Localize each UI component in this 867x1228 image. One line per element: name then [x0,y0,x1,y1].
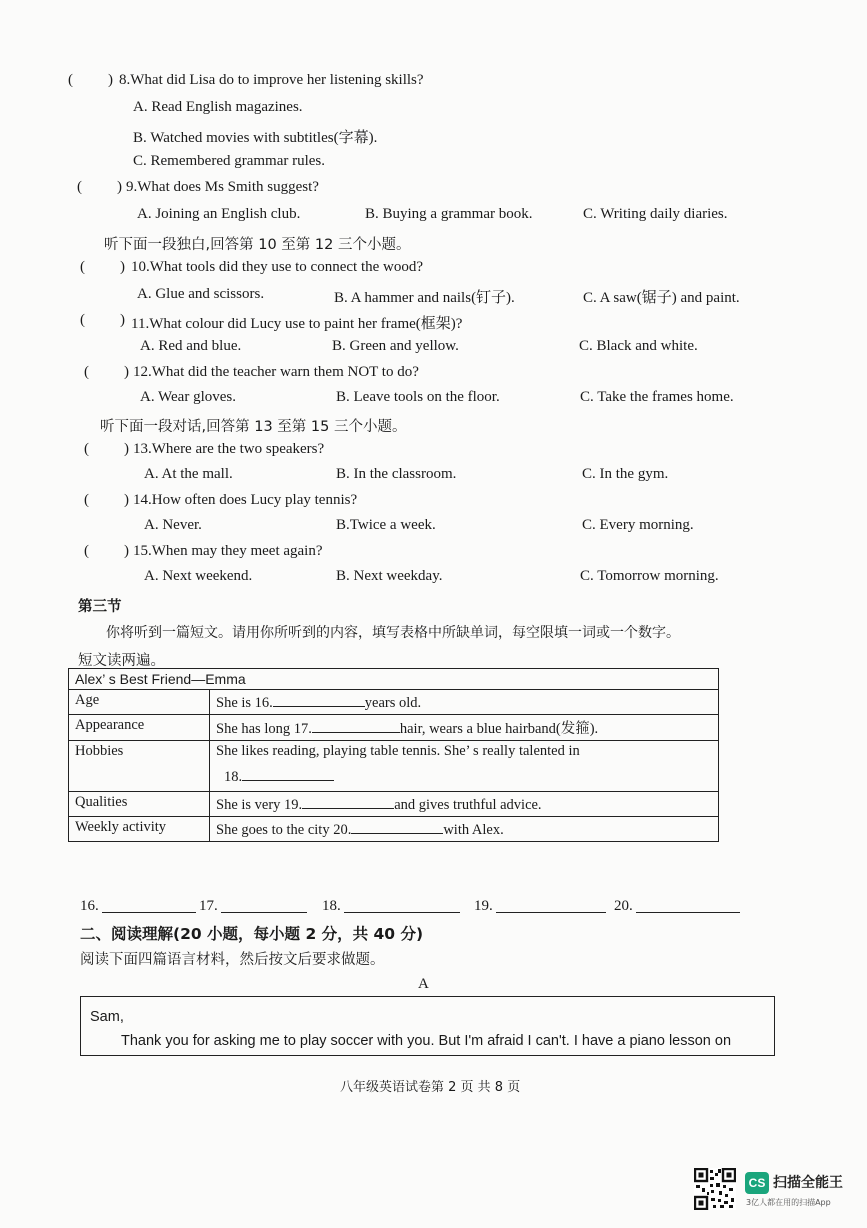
answer-paren-open: ( [80,312,85,328]
appearance-text-after: hair, wears a blue hairband(发箍). [399,721,599,737]
question-8: 8.What did Lisa do to improve her listening skills? [119,72,424,88]
answer-16-label: 16. [80,898,99,914]
answer-17-label: 17. [199,898,218,914]
row-label-appearance: Appearance [69,715,210,741]
q8-option-a: A. Read English magazines. [133,99,303,115]
fill-in-table [68,668,719,842]
q11-option-c: C. Black and white. [579,338,698,354]
answer-paren-close: ) [124,441,129,457]
table-title: Alex’ s Best Friend—Emma [69,669,719,690]
blank-17[interactable] [312,718,400,733]
answer-paren-close: ) [120,312,125,328]
q14-option-a: A. Never. [144,517,202,533]
table-row [69,715,719,741]
question-12: 12.What did the teacher warn them NOT to do? [133,364,419,380]
weekly-text: She goes to the city 20. [216,822,352,838]
answer-19-blank[interactable] [496,898,606,913]
answer-19-label: 19. [474,898,493,914]
q13-option-b: B. In the classroom. [336,466,457,482]
q8-option-c: C. Remembered grammar rules. [133,153,326,169]
q14-option-c: C. Every morning. [582,517,694,533]
q14-option-b: B.Twice a week. [336,517,436,533]
qualities-text: She is very 19. [216,797,303,813]
question-9: 9.What does Ms Smith suggest? [126,179,319,195]
section3-instruction-line2: 短文读两遍。 [78,653,165,669]
part2-title: 二、阅读理解(20 小题，每小题 2 分，共 40 分) [80,925,424,943]
section3-instruction: 你将听到一篇短文。请用你所听到的内容，填写表格中所缺单词，每空限填一词或一个数字。 [106,625,680,641]
answer-18-label: 18. [322,898,341,914]
question-15: 15.When may they meet again? [133,543,323,559]
answer-paren-close: ) [108,72,113,88]
q12-option-a: A. Wear gloves. [140,389,236,405]
dialogue-instruction: 听下面一段对话,回答第 13 至第 15 三个小题。 [100,419,407,435]
answer-paren-open: ( [77,179,82,195]
table-row [69,792,719,817]
passage-a-box [80,996,775,1056]
hobbies-text: She likes reading, playing table tennis. She’ s really talented in [216,743,580,759]
q11-option-b: B. Green and yellow. [332,338,459,354]
row-content-weekly-activity [210,817,719,842]
qualities-text-after: and gives truthful advice. [394,797,542,813]
row-label-hobbies: Hobbies [69,741,210,792]
passage-label: A [418,976,429,992]
table-title-row [69,669,719,690]
question-10: 10.What tools did they use to connect the wood? [131,259,424,275]
question-11: 11.What colour did Lucy use to paint her frame(框架)? [131,316,463,332]
blank-20[interactable] [351,819,443,834]
table-row [69,741,719,792]
letter-greeting: Sam, [90,1009,124,1025]
question-14: 14.How often does Lucy play tennis? [133,492,358,508]
age-text-after: years old. [364,695,422,711]
q15-option-c: C. Tomorrow morning. [580,568,719,584]
answer-16-blank[interactable] [102,898,196,913]
part2-instruction: 阅读下面四篇语言材料，然后按文后要求做题。 [80,952,385,968]
answer-paren-close: ) [117,179,122,195]
weekly-text-after: with Alex. [443,822,504,838]
question-13: 13.Where are the two speakers? [133,441,325,457]
answer-paren-open: ( [84,364,89,380]
q11-option-a: A. Red and blue. [140,338,242,354]
blank-16[interactable] [273,692,365,707]
answer-paren-close: ) [120,259,125,275]
hobbies-number: 18. [224,769,243,785]
q9-option-c: C. Writing daily diaries. [583,206,728,222]
q13-option-a: A. At the mall. [144,466,233,482]
blank-18[interactable] [242,766,334,781]
answer-17-blank[interactable] [221,898,307,913]
answer-20-blank[interactable] [636,898,740,913]
answer-paren-close: ) [124,364,129,380]
q13-option-c: C. In the gym. [582,466,669,482]
table-row [69,690,719,715]
row-content-age [210,690,719,715]
age-text: She is 16. [216,695,273,711]
row-label-qualities: Qualities [69,792,210,817]
q9-option-b: B. Buying a grammar book. [365,206,533,222]
page-footer: 八年级英语试卷第 2 页 共 8 页 [340,1080,521,1095]
row-label-age: Age [69,690,210,715]
scanner-tagline: 3亿人都在用的扫描App [746,1198,831,1207]
scanner-brand: 扫描全能王 [773,1175,843,1191]
answer-paren-open: ( [84,543,89,559]
q10-option-a: A. Glue and scissors. [137,286,265,302]
camscanner-logo-icon: CS [745,1172,769,1194]
row-content-appearance [210,715,719,741]
answer-paren-open: ( [84,492,89,508]
q15-option-b: B. Next weekday. [336,568,443,584]
blank-19[interactable] [302,794,394,809]
q15-option-a: A. Next weekend. [144,568,253,584]
q10-option-b: B. A hammer and nails(钉子). [334,290,515,306]
row-content-hobbies [210,741,719,792]
answer-paren-open: ( [80,259,85,275]
row-content-qualities [210,792,719,817]
answer-paren-close: ) [124,492,129,508]
q8-option-b: B. Watched movies with subtitles(字幕). [133,130,378,146]
section3-title: 第三节 [78,599,122,615]
answer-paren-open: ( [84,441,89,457]
table-row [69,817,719,842]
qr-code-icon [694,1168,736,1210]
row-label-weekly-activity: Weekly activity [69,817,210,842]
monologue-instruction: 听下面一段独白,回答第 10 至第 12 三个小题。 [104,237,411,253]
letter-line-1: Thank you for asking me to play soccer with you. But I'm afraid I can't. I have a piano lesson on [121,1033,732,1049]
appearance-text: She has long 17. [216,721,312,737]
q12-option-c: C. Take the frames home. [580,389,734,405]
q9-option-a: A. Joining an English club. [137,206,301,222]
answer-paren-close: ) [124,543,129,559]
answer-paren-open: ( [68,72,73,88]
q12-option-b: B. Leave tools on the floor. [336,389,500,405]
answer-20-label: 20. [614,898,633,914]
q10-option-c: C. A saw(锯子) and paint. [583,290,740,306]
answer-18-blank[interactable] [344,898,460,913]
